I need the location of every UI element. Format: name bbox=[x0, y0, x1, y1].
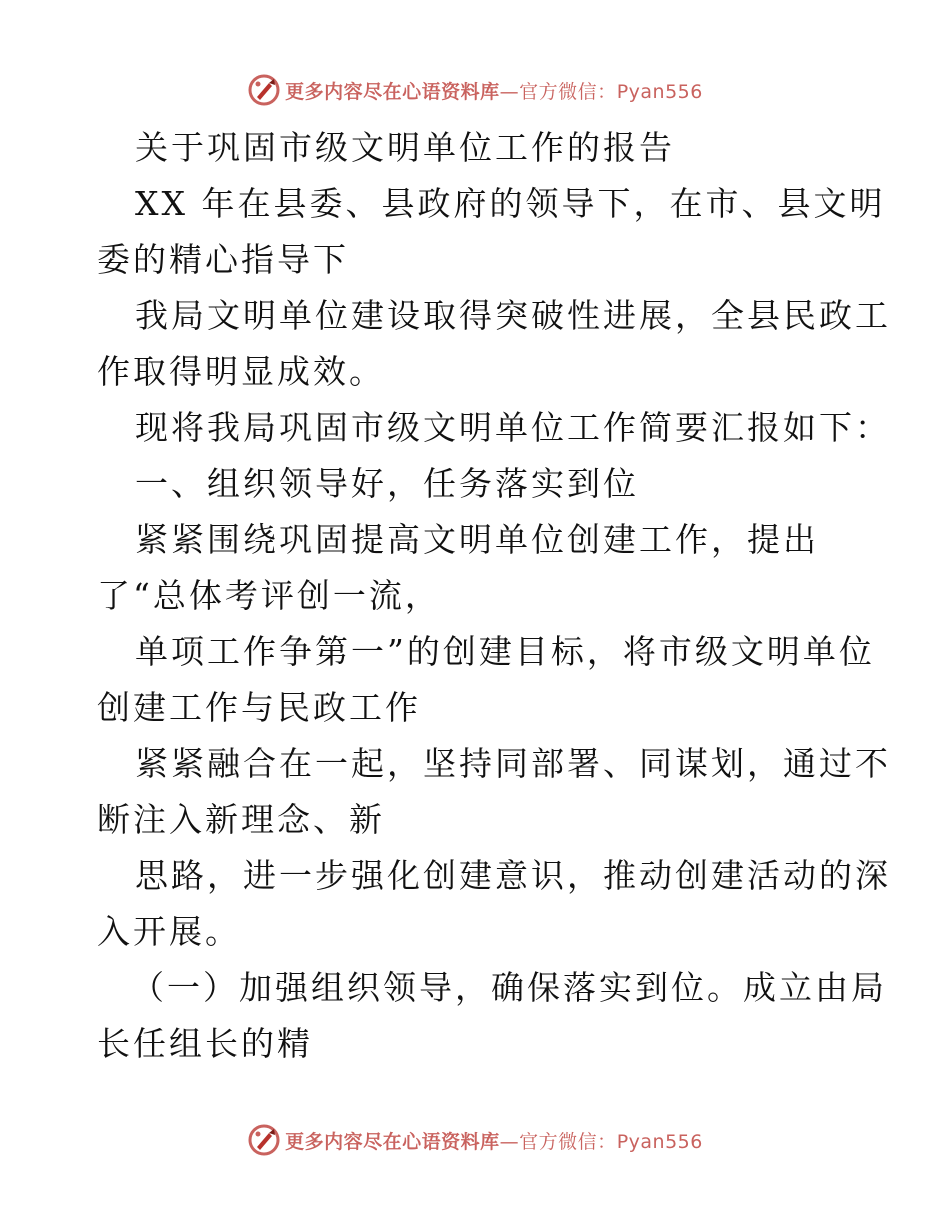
watermark-brand: 更多内容尽在心语资料库 bbox=[285, 1130, 500, 1153]
paragraph-line: 作取得明显成效。 bbox=[97, 352, 385, 391]
paragraph-line: 了“总体考评创一流， bbox=[97, 576, 441, 615]
paragraph-line: 我局文明单位建设取得突破性进展，全县民政工 bbox=[135, 296, 891, 335]
watermark-wechat-id: Pyan556 bbox=[616, 80, 703, 103]
paragraph-line: 创建工作与民政工作 bbox=[97, 688, 421, 727]
watermark-wechat-label: 官方微信： bbox=[519, 80, 617, 103]
paragraph-line: 紧紧融合在一起，坚持同部署、同谋划，通过不 bbox=[135, 744, 891, 783]
watermark-wechat-label: 官方微信： bbox=[519, 1130, 617, 1153]
paragraph-line: 单项工作争第一”的创建目标，将市级文明单位 bbox=[135, 632, 875, 671]
paragraph-line: 入开展。 bbox=[97, 912, 241, 951]
watermark-wechat-id: Pyan556 bbox=[616, 1130, 703, 1153]
document-body bbox=[97, 120, 891, 1072]
paragraph-line: 紧紧围绕巩固提高文明单位创建工作，提出 bbox=[135, 520, 819, 559]
paragraph-line: 现将我局巩固市级文明单位工作简要汇报如下： bbox=[135, 408, 891, 447]
paragraph-line: 断注入新理念、新 bbox=[97, 800, 385, 839]
quill-circle-logo-icon bbox=[247, 73, 281, 107]
document-title: 关于巩固市级文明单位工作的报告 bbox=[135, 128, 675, 167]
section-heading: 一、组织领导好，任务落实到位 bbox=[135, 464, 639, 503]
watermark-separator: — bbox=[499, 1130, 520, 1153]
footer-watermark bbox=[0, 1120, 950, 1160]
quill-circle-logo-icon bbox=[247, 1123, 281, 1157]
subsection-line: （一）加强组织领导，确保落实到位。成立由局 bbox=[131, 968, 887, 1007]
watermark-brand: 更多内容尽在心语资料库 bbox=[285, 80, 500, 103]
paragraph-line: 委的精心指导下 bbox=[97, 240, 349, 279]
header-watermark bbox=[0, 70, 950, 110]
paragraph-line: 思路，进一步强化创建意识，推动创建活动的深 bbox=[135, 856, 891, 895]
paragraph-line: 长任组长的精 bbox=[97, 1024, 313, 1063]
watermark-separator: — bbox=[499, 80, 520, 103]
paragraph-line: XX 年在县委、县政府的领导下，在市、县文明 bbox=[135, 184, 886, 223]
watermark-text bbox=[285, 1127, 703, 1154]
watermark-text bbox=[285, 77, 703, 104]
